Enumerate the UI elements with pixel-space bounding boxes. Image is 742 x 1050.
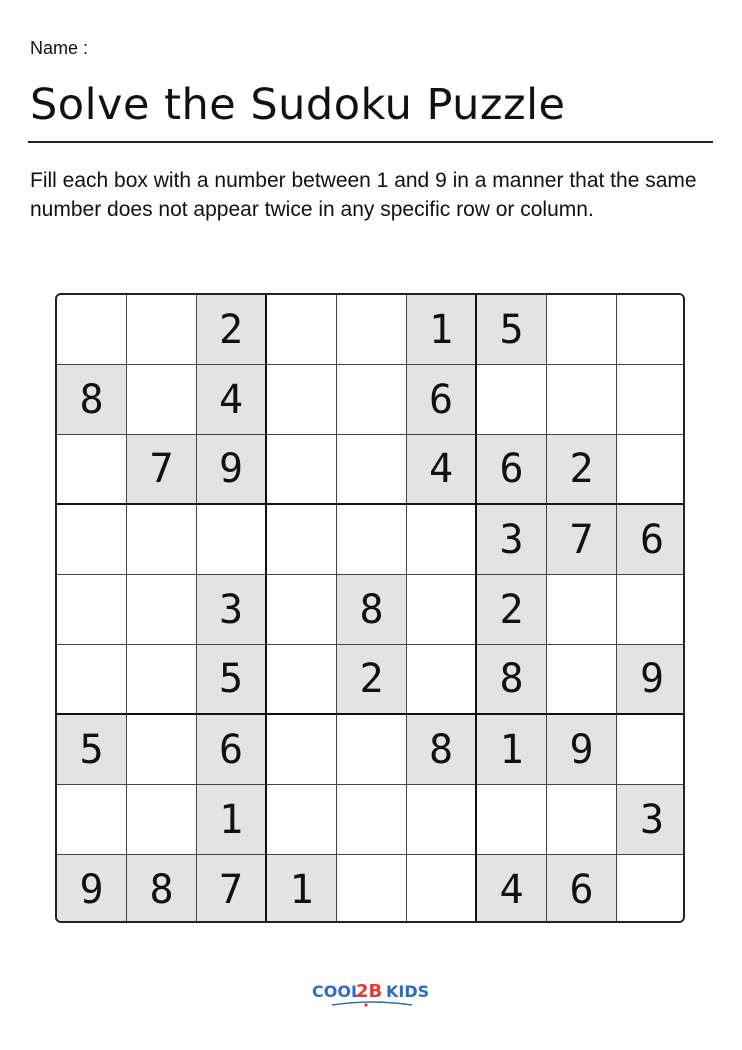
logo-text-mid: 2B — [356, 981, 383, 1002]
empty-cell[interactable] — [127, 365, 197, 435]
given-cell: 6 — [617, 505, 685, 575]
given-cell: 4 — [197, 365, 267, 435]
given-cell: 8 — [407, 715, 477, 785]
given-cell: 7 — [197, 855, 267, 923]
given-cell: 7 — [127, 435, 197, 505]
empty-cell[interactable] — [57, 785, 127, 855]
empty-cell[interactable] — [407, 785, 477, 855]
logo-swoosh — [332, 1002, 412, 1005]
given-cell: 6 — [477, 435, 547, 505]
given-cell: 1 — [267, 855, 337, 923]
given-cell: 1 — [477, 715, 547, 785]
empty-cell[interactable] — [337, 365, 407, 435]
given-cell: 6 — [197, 715, 267, 785]
empty-cell[interactable] — [267, 365, 337, 435]
given-cell: 8 — [127, 855, 197, 923]
given-cell: 1 — [407, 295, 477, 365]
instructions-text: Fill each box with a number between 1 and 9 in a manner that the same number does not appear twice in any specific row or column. — [30, 169, 697, 221]
given-cell: 3 — [477, 505, 547, 575]
empty-cell[interactable] — [547, 645, 617, 715]
empty-cell[interactable] — [57, 575, 127, 645]
given-cell: 8 — [477, 645, 547, 715]
empty-cell[interactable] — [337, 505, 407, 575]
empty-cell[interactable] — [617, 435, 685, 505]
given-cell: 7 — [547, 505, 617, 575]
given-cell: 2 — [337, 645, 407, 715]
logo-dot — [364, 1003, 367, 1006]
given-cell: 2 — [197, 295, 267, 365]
given-cell: 9 — [197, 435, 267, 505]
empty-cell[interactable] — [57, 295, 127, 365]
empty-cell[interactable] — [57, 435, 127, 505]
empty-cell[interactable] — [57, 505, 127, 575]
given-cell: 2 — [477, 575, 547, 645]
empty-cell[interactable] — [267, 575, 337, 645]
sudoku-grid — [55, 293, 685, 923]
given-cell: 6 — [547, 855, 617, 923]
empty-cell[interactable] — [337, 855, 407, 923]
given-cell: 6 — [407, 365, 477, 435]
empty-cell[interactable] — [407, 645, 477, 715]
given-cell: 3 — [617, 785, 685, 855]
empty-cell[interactable] — [617, 715, 685, 785]
empty-cell[interactable] — [617, 575, 685, 645]
empty-cell[interactable] — [267, 715, 337, 785]
empty-cell[interactable] — [337, 785, 407, 855]
empty-cell[interactable] — [337, 435, 407, 505]
given-cell: 4 — [477, 855, 547, 923]
empty-cell[interactable] — [407, 855, 477, 923]
empty-cell[interactable] — [127, 295, 197, 365]
given-cell: 9 — [617, 645, 685, 715]
logo-text-left: COOL — [312, 982, 362, 1001]
empty-cell[interactable] — [547, 785, 617, 855]
page-title: Solve the Sudoku Puzzle — [30, 80, 566, 130]
empty-cell[interactable] — [197, 505, 267, 575]
empty-cell[interactable] — [407, 575, 477, 645]
empty-cell[interactable] — [477, 365, 547, 435]
empty-cell[interactable] — [407, 505, 477, 575]
given-cell: 1 — [197, 785, 267, 855]
empty-cell[interactable] — [127, 785, 197, 855]
given-cell: 2 — [547, 435, 617, 505]
empty-cell[interactable] — [127, 505, 197, 575]
empty-cell[interactable] — [337, 295, 407, 365]
given-cell: 9 — [547, 715, 617, 785]
empty-cell[interactable] — [547, 575, 617, 645]
title-divider — [28, 141, 713, 143]
empty-cell[interactable] — [617, 365, 685, 435]
empty-cell[interactable] — [547, 365, 617, 435]
empty-cell[interactable] — [617, 295, 685, 365]
name-label: Name : — [30, 38, 89, 58]
empty-cell[interactable] — [617, 855, 685, 923]
cool2bkids-logo — [312, 975, 432, 1011]
given-cell: 9 — [57, 855, 127, 923]
empty-cell[interactable] — [267, 505, 337, 575]
empty-cell[interactable] — [267, 295, 337, 365]
empty-cell[interactable] — [477, 785, 547, 855]
empty-cell[interactable] — [337, 715, 407, 785]
given-cell: 5 — [197, 645, 267, 715]
given-cell: 5 — [477, 295, 547, 365]
empty-cell[interactable] — [267, 645, 337, 715]
given-cell: 5 — [57, 715, 127, 785]
given-cell: 3 — [197, 575, 267, 645]
given-cell: 8 — [337, 575, 407, 645]
empty-cell[interactable] — [127, 645, 197, 715]
given-cell: 4 — [407, 435, 477, 505]
empty-cell[interactable] — [547, 295, 617, 365]
empty-cell[interactable] — [127, 715, 197, 785]
empty-cell[interactable] — [267, 785, 337, 855]
given-cell: 8 — [57, 365, 127, 435]
empty-cell[interactable] — [267, 435, 337, 505]
logo-text-right: KIDS — [386, 982, 430, 1001]
empty-cell[interactable] — [127, 575, 197, 645]
empty-cell[interactable] — [57, 645, 127, 715]
